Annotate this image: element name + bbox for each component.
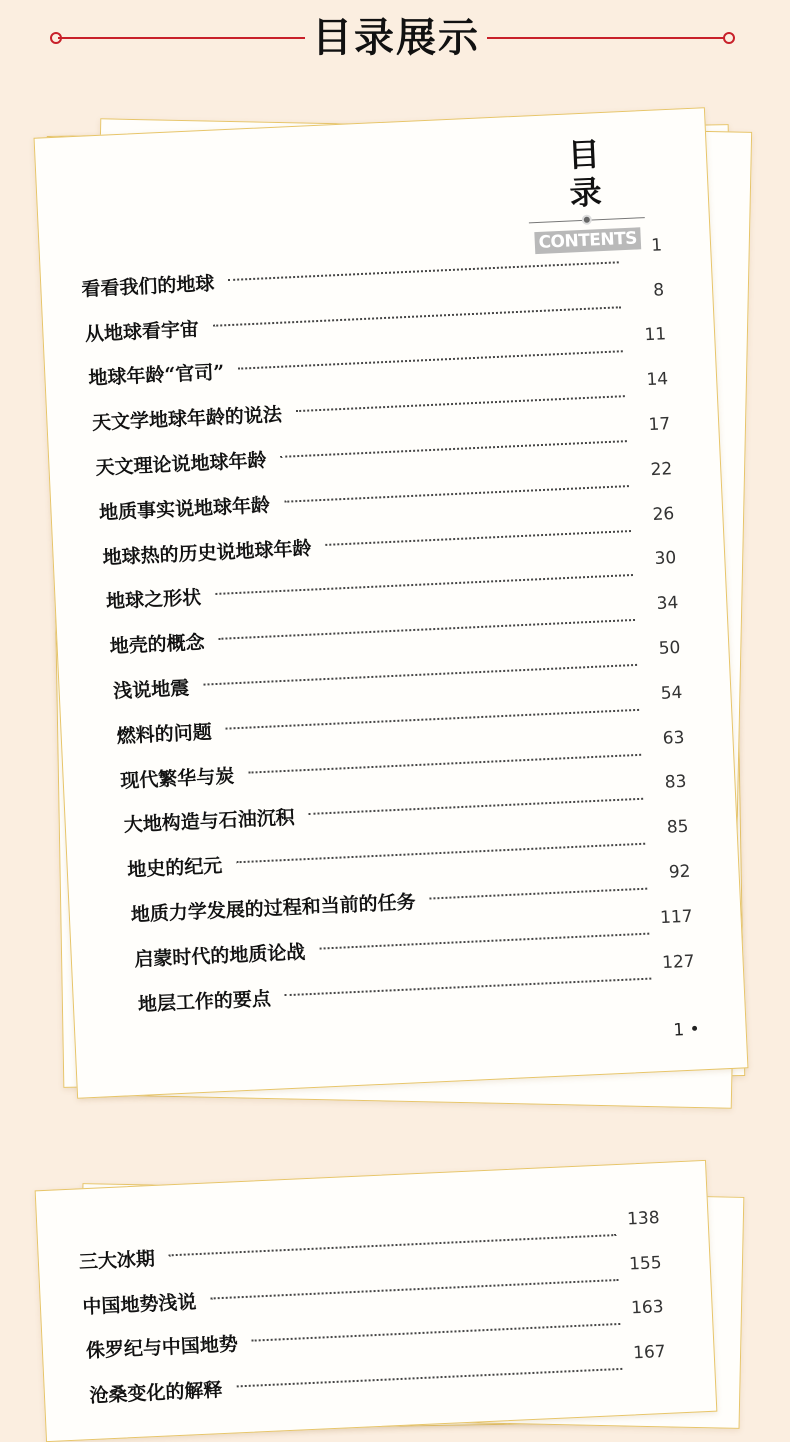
toc-entry-page: 8 (652, 279, 665, 301)
leader-dots (225, 709, 639, 730)
header-dot-right (723, 32, 735, 44)
toc-entry-title: 地质力学发展的过程和当前的任务 (130, 891, 417, 927)
toc-entry-page: 50 (658, 637, 681, 659)
toc-entry-page: 85 (666, 816, 689, 838)
section-title: 目录展示 (312, 15, 480, 61)
toc-entry-page: 22 (650, 458, 673, 480)
toc-heading-en: CONTENTS (534, 227, 641, 254)
toc-entry-title: 三大冰期 (78, 1247, 156, 1274)
leader-dots (429, 888, 647, 900)
leader-dots (308, 798, 643, 815)
toc-entry-page: 63 (662, 727, 685, 749)
toc-entry-title: 燃料的问题 (116, 721, 213, 748)
toc-entry-title: 天文理论说地球年龄 (95, 449, 267, 480)
toc-entry-page: 163 (630, 1297, 665, 1319)
leader-dots (236, 1368, 622, 1388)
toc-entry-page: 155 (628, 1252, 663, 1275)
toc-entry-page: 1 (650, 235, 663, 256)
toc-entry-title: 天文学地球年龄的说法 (91, 403, 283, 435)
toc-entry-title: 地球年龄“官司” (88, 361, 225, 390)
leader-dots (210, 1279, 618, 1300)
leader-dots (248, 753, 641, 773)
toc-entry-title: 侏罗纪与中国地势 (85, 1333, 239, 1363)
toc-entry-title: 地壳的概念 (109, 631, 206, 658)
toc-entry-title: 地质事实说地球年龄 (98, 494, 271, 524)
toc-entry-page: 92 (668, 861, 691, 883)
toc-entry-page: 127 (661, 951, 696, 973)
toc-entry-title: 现代繁华与炭 (119, 764, 235, 793)
toc-entry-page: 30 (654, 548, 677, 570)
leader-dots (252, 1323, 621, 1342)
toc-entry-title: 地史的纪元 (126, 855, 223, 882)
leader-dots (236, 843, 645, 864)
page-number: 1 • (672, 1019, 701, 1041)
toc-entry-page: 17 (648, 414, 671, 436)
leader-dots (296, 395, 625, 412)
leader-dots (285, 977, 652, 996)
toc-entry-title: 沧桑变化的解释 (89, 1379, 223, 1408)
toc-heading-zh: 目 录 (567, 134, 625, 213)
toc-entry-page: 167 (632, 1342, 667, 1364)
toc-entries (80, 230, 696, 1017)
toc-entry-page: 83 (664, 772, 687, 794)
header-line-right (487, 37, 727, 39)
toc-entry-title: 启蒙时代的地质论战 (133, 941, 306, 971)
toc-entry-title: 大地构造与石油沉积 (123, 806, 296, 837)
leader-dots (280, 440, 627, 458)
toc-entry-page: 117 (659, 906, 693, 928)
leader-dots (238, 351, 623, 370)
toc-entry-title: 中国地势浅说 (81, 1290, 197, 1318)
toc-entry-title: 地层工作的要点 (137, 987, 272, 1016)
toc-entry-title: 地球之形状 (105, 586, 202, 614)
header-line-left (58, 37, 305, 39)
toc-entry-page: 54 (660, 682, 683, 704)
toc-entry-title: 浅说地震 (112, 677, 190, 703)
toc-entry-title: 地球热的历史说地球年龄 (102, 537, 312, 569)
toc-entry-page: 11 (644, 324, 667, 346)
toc-page-1 (34, 107, 749, 1098)
leader-dots (228, 261, 619, 281)
leader-dots (213, 306, 621, 327)
toc-entry-page: 34 (656, 593, 679, 615)
section-header (0, 0, 790, 80)
leader-dots (319, 932, 649, 949)
toc-page-2 (35, 1160, 718, 1442)
toc-entry-page: 26 (652, 503, 675, 525)
toc-entry-title: 从地球看宇宙 (84, 318, 200, 346)
heading-ornament-icon (582, 215, 592, 225)
toc-entry-title: 看看我们的地球 (80, 272, 215, 301)
leader-dots (284, 485, 629, 503)
toc-entries (77, 1203, 667, 1408)
leader-dots (325, 530, 631, 546)
toc-entry-page: 14 (646, 369, 669, 391)
leader-dots (218, 619, 635, 640)
toc-entry-page: 138 (626, 1207, 660, 1230)
